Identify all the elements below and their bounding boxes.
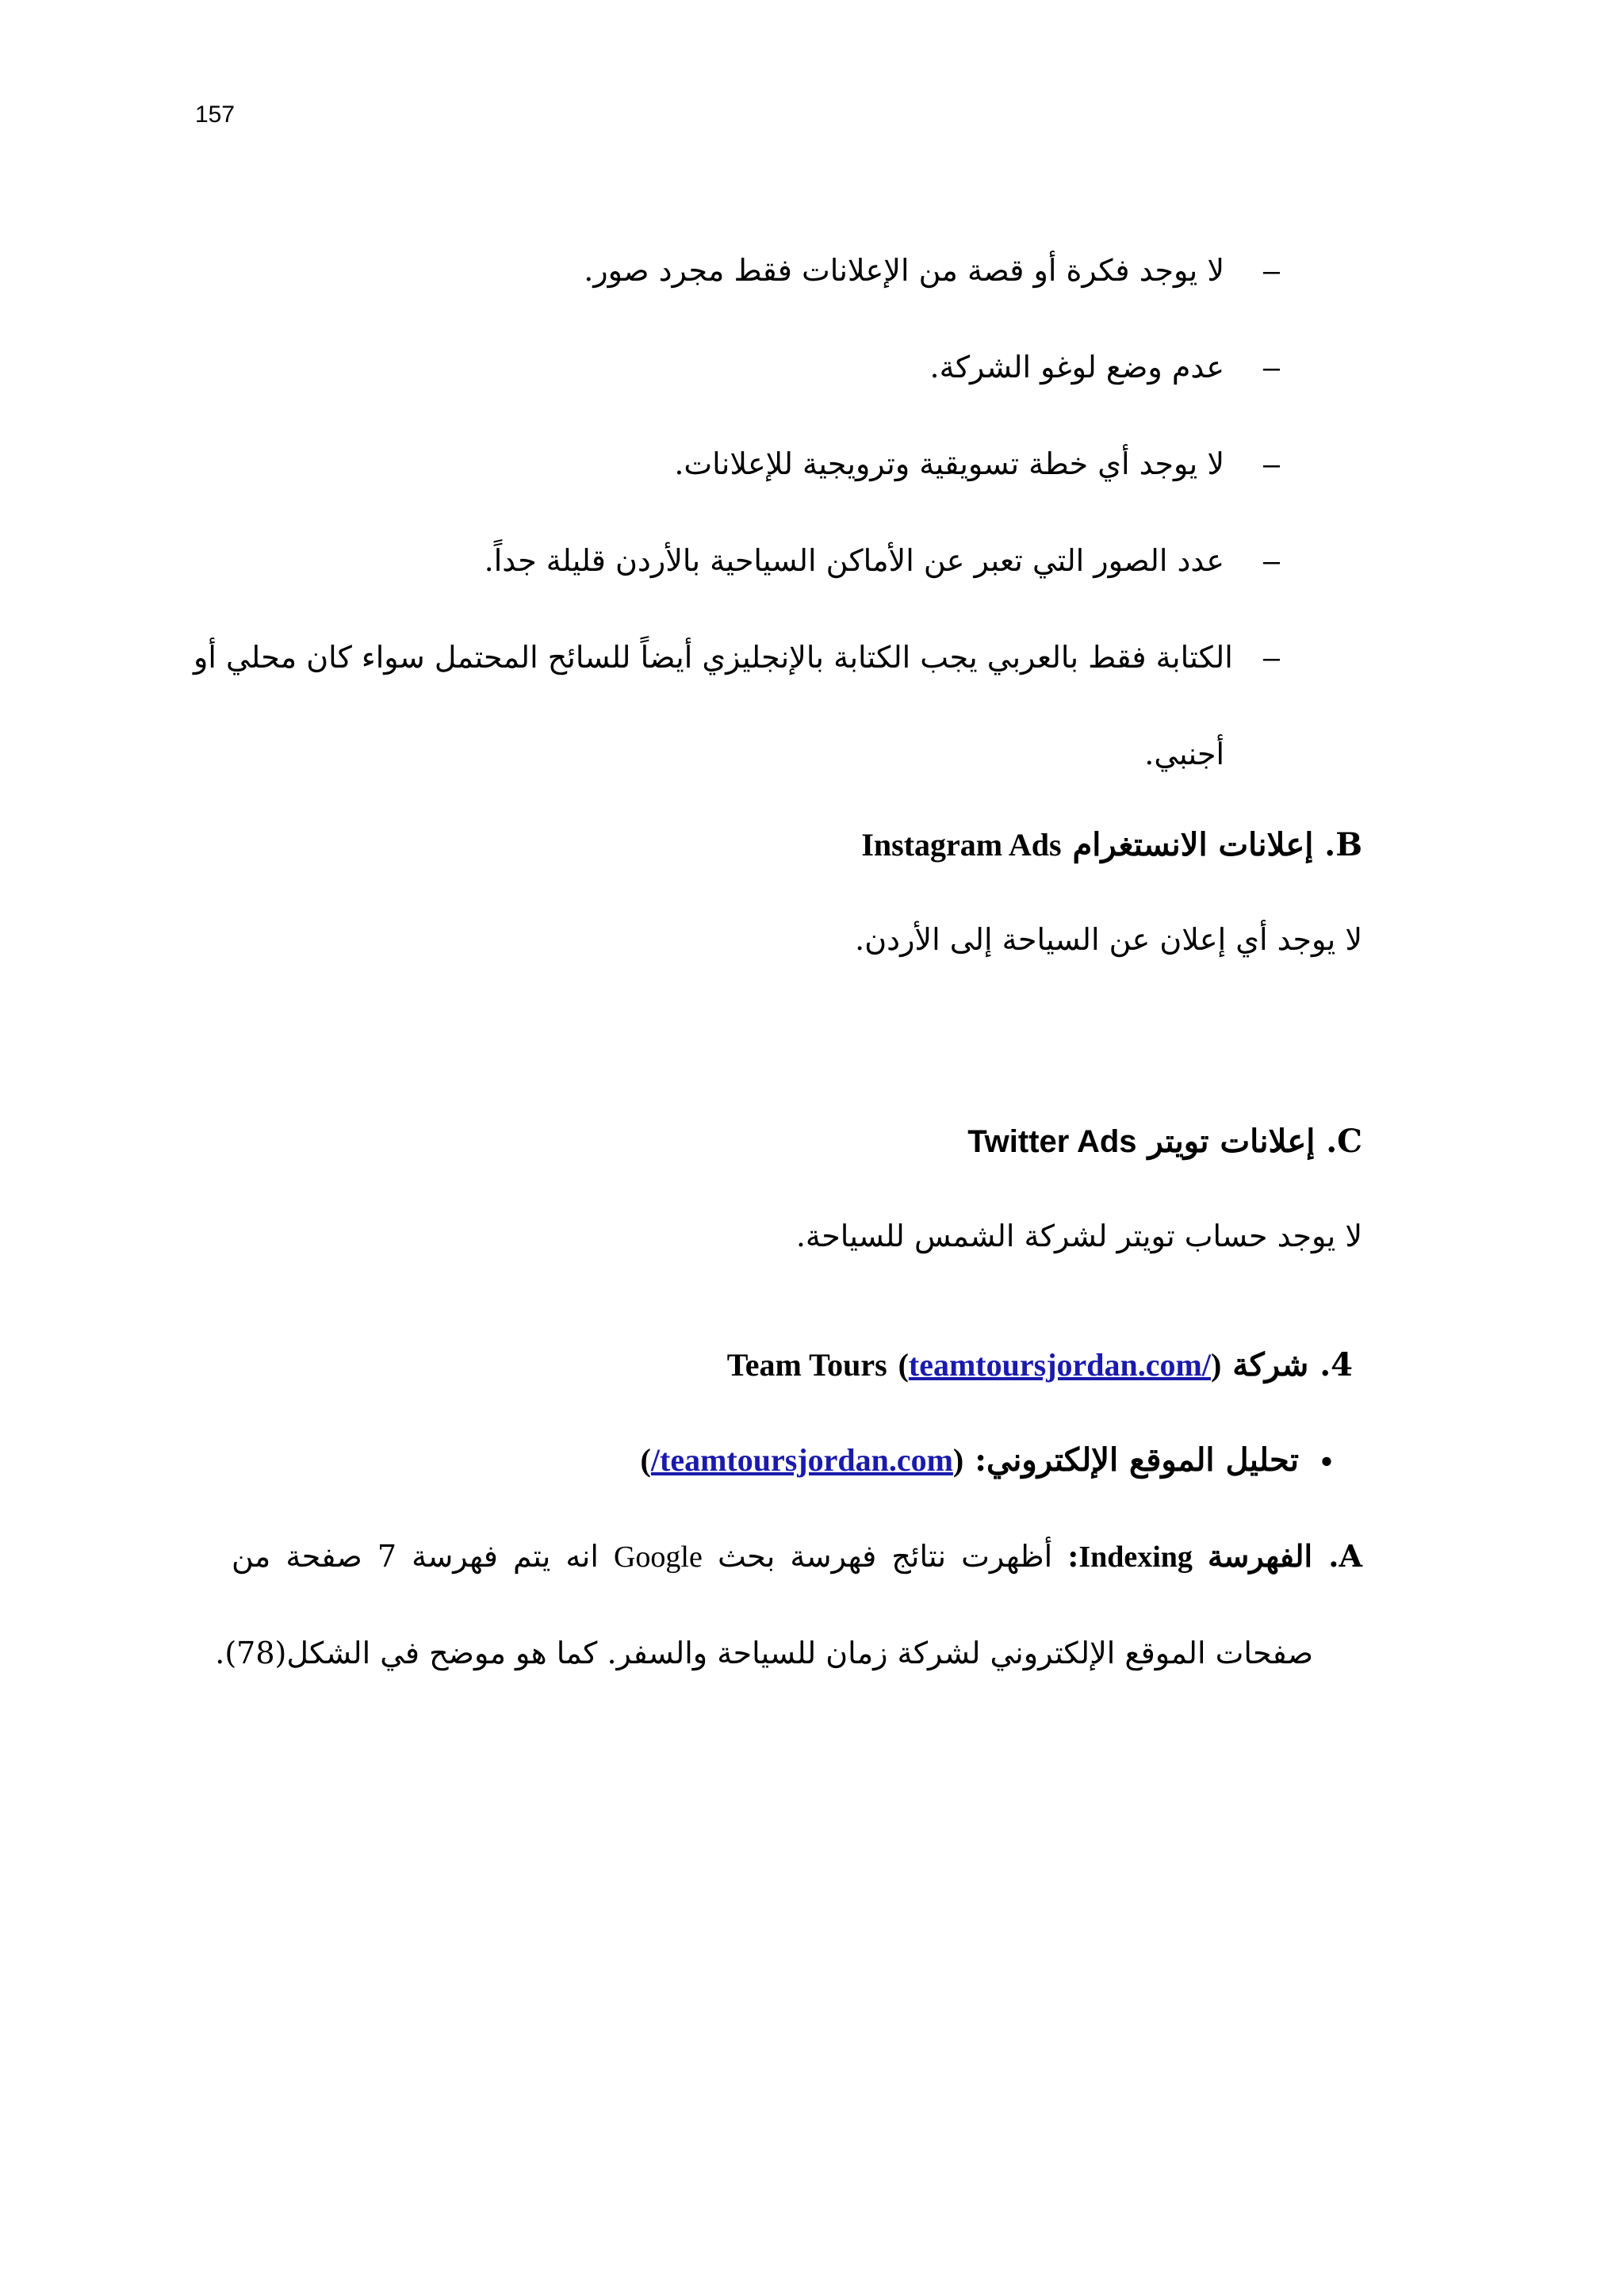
website-analysis-item	[640, 1441, 1354, 1479]
dash-marker: –	[1262, 545, 1280, 578]
section-a-colon: :	[1067, 1538, 1079, 1574]
section-c-body: لا يوجد حساب تويتر لشركة الشمس للسياحة.	[795, 1219, 1362, 1253]
bullet-item-4	[485, 545, 1280, 576]
bullet-item-1	[584, 255, 1280, 286]
dash-marker: –	[1262, 448, 1280, 481]
bullet-text: عدم وضع لوغو الشركة.	[929, 350, 1224, 385]
bullet-text: لا يوجد أي خطة تسويقية وترويجية للإعلانات.	[674, 446, 1224, 481]
company-website-link[interactable]: teamtoursjordan.com/	[908, 1347, 1211, 1383]
section-a-text-2: انه يتم فهرسة 7 صفحة من	[232, 1539, 599, 1574]
section-c-prefix: C. إعلانات تويتر	[1147, 1123, 1362, 1160]
section-b-body: لا يوجد أي إعلان عن السياحة إلى الأردن.	[855, 922, 1362, 957]
dash-marker: –	[1262, 641, 1280, 675]
section-4-prefix: 4. شركة	[1232, 1346, 1353, 1383]
section-c-latin: Twitter Ads	[967, 1124, 1137, 1159]
bullet-item-3	[674, 446, 1280, 481]
section-a-prefix: A. الفهرسة	[1208, 1538, 1362, 1574]
dash-marker: –	[1262, 351, 1280, 385]
section-a-continuation: صفحات الموقع الإلكتروني لشركة زمان للسياحة والسفر. كما هو موضح في الشكل(78).	[215, 1636, 1313, 1670]
bullet-item-2	[930, 352, 1280, 383]
bullet-item-5-continuation: أجنبي.	[1144, 737, 1224, 771]
website-analysis-label: تحليل الموقع الإلكتروني:	[975, 1441, 1299, 1479]
section-a-text-1: أظهرت نتائج فهرسة بحث	[717, 1539, 1053, 1574]
bullet-text: عدد الصور التي تعبر عن الأماكن السياحية بالأردن قليلة جداً.	[484, 543, 1224, 578]
close-paren: )	[640, 1442, 651, 1478]
page-number: 157	[195, 101, 236, 128]
google-word: Google	[613, 1540, 703, 1574]
section-4-heading	[726, 1346, 1353, 1383]
section-b-latin: Instagram Ads	[861, 827, 1062, 863]
section-b-prefix: B. إعلانات الانستغرام	[1072, 826, 1362, 863]
bullet-item-5	[193, 642, 1280, 673]
open-paren: (	[898, 1347, 909, 1383]
section-c-heading	[967, 1123, 1362, 1160]
section-b-heading	[861, 826, 1362, 863]
close-paren: )	[1210, 1347, 1222, 1383]
company-name: Team Tours	[726, 1347, 887, 1383]
open-paren: (	[952, 1442, 964, 1478]
bullet-text: لا يوجد فكرة أو قصة من الإعلانات فقط مجرد صور.	[584, 253, 1224, 288]
dash-marker: –	[1262, 254, 1280, 288]
section-a-latin: Indexing	[1078, 1540, 1193, 1574]
bullet-text: الكتابة فقط بالعربي يجب الكتابة بالإنجليزي أيضاً للسائح المحتمل سواء كان محلي أو	[193, 640, 1233, 675]
bullet-dot: •	[1318, 1447, 1335, 1477]
section-a-paragraph	[232, 1538, 1362, 1574]
website-analysis-link[interactable]: teamtoursjordan.com/	[650, 1442, 953, 1478]
